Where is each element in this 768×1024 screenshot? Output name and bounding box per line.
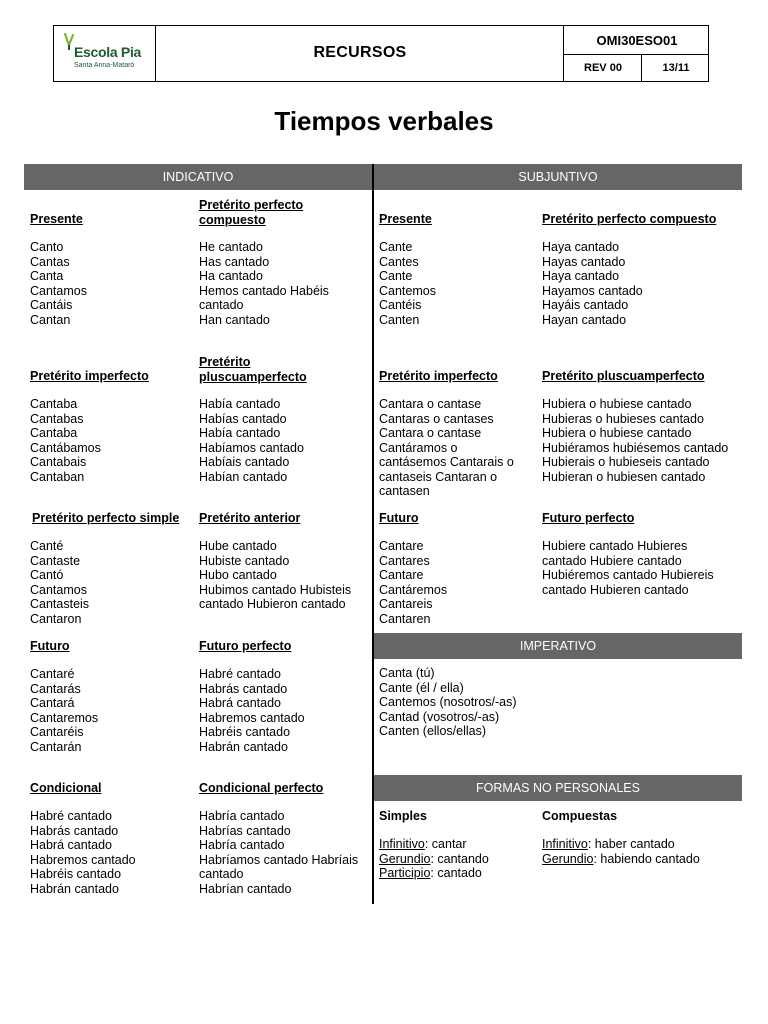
list-item: Hubiste cantado (199, 553, 290, 568)
list-item: Cantamos (30, 283, 87, 298)
logo-name: Escola Pia (74, 44, 142, 60)
list-item: Cantará (30, 696, 75, 710)
list-perfecto-simple (30, 539, 89, 626)
list-item: Hubiera o hubiese cantado (542, 426, 692, 440)
list-item: Cante (379, 269, 413, 283)
document-code: OMI30ESO01 (596, 33, 678, 48)
list-item: Habíais cantado (199, 455, 290, 469)
list-item: Canten (379, 312, 420, 327)
list-item: Cantara o cantase (379, 397, 482, 411)
list-item: Hubimos cantado Hubisteis (199, 582, 352, 597)
heading-pluscuamperfecto (199, 355, 307, 384)
list-anterior (199, 539, 351, 612)
list-item: cantado Hubiere cantado (542, 553, 682, 568)
document-header (53, 25, 709, 82)
list-item (379, 866, 489, 881)
list-item: cantaseis Cantaran o (379, 469, 498, 484)
heading-simples: Simples (379, 809, 427, 823)
heading-line: pluscuamperfecto (199, 369, 307, 384)
list-item: Hubiéramos hubiésemos cantado (542, 440, 729, 455)
page-number: 13/11 (662, 62, 690, 74)
list-item: Habremos cantado (30, 852, 136, 867)
list-item: Habías cantado (199, 411, 287, 426)
list-pluscuamperfecto (199, 397, 304, 484)
value-gerundio: : habiendo cantado (593, 851, 700, 866)
list-subj-perfecto-compuesto (542, 240, 643, 327)
list-item: Habremos cantado (199, 710, 305, 725)
list-item: Habrás cantado (199, 681, 288, 696)
list-item: Hayas cantado (542, 254, 626, 269)
heading-line: compuesto (199, 212, 266, 227)
list-item: Habrán cantado (30, 881, 119, 896)
list-item: Cantáremos (379, 582, 448, 597)
heading-perfecto-simple: Pretérito perfecto simple (32, 511, 180, 525)
list-item: Hubieran o hubiesen cantado (542, 469, 706, 484)
heading-condicional-perfecto: Condicional perfecto (199, 781, 324, 795)
list-item: Hubierais o hubieseis cantado (542, 455, 710, 469)
list-imperativo (379, 666, 517, 739)
list-item: Cantareis (379, 597, 433, 611)
heading-presente: Presente (30, 212, 83, 226)
list-item: Habrían cantado (199, 881, 292, 896)
list-item: He cantado (199, 240, 263, 254)
list-item: Cantara o cantase (379, 426, 482, 440)
list-item: Cante (379, 240, 413, 254)
list-item (542, 852, 700, 867)
heading-futuro-perfecto: Futuro perfecto (199, 639, 292, 653)
list-presente (30, 240, 87, 327)
list-item: Cantaste (30, 553, 81, 568)
value-participio: : cantado (430, 866, 482, 880)
heading-subj-futuro: Futuro (379, 511, 419, 525)
list-item: Ha cantado (199, 269, 263, 283)
list-item: Cantemos (nosotros/-as) (379, 695, 517, 709)
header-title: RECURSOS (313, 44, 407, 61)
list-item: Han cantado (199, 312, 270, 327)
list-item: Cantó (30, 568, 64, 582)
heading-imperfecto: Pretérito imperfecto (30, 369, 149, 383)
label-infinitivo: Infinitivo (379, 837, 425, 851)
list-item: Habríamos cantado Habríais (199, 852, 359, 867)
list-subj-pluscuamperfecto (542, 397, 728, 484)
list-item: Cantare (379, 539, 424, 553)
list-item: Habré cantado (199, 667, 282, 681)
label-gerundio: Gerundio (542, 851, 594, 866)
list-item: Hayamos cantado (542, 283, 643, 298)
list-futuro-perfecto (199, 667, 305, 754)
list-item: Cantamos (30, 582, 87, 597)
list-item: Cantaremos (30, 710, 99, 725)
list-item: Cantaras o cantases (379, 411, 494, 426)
list-item: Habíamos cantado (199, 440, 304, 455)
list-item: Habría cantado (199, 809, 285, 823)
list-item: cantado (199, 867, 244, 881)
list-item: Habría cantado (199, 838, 285, 852)
list-item (542, 837, 700, 852)
list-item: Habré cantado (30, 809, 113, 823)
section-formas-no-personales: FORMAS NO PERSONALES (374, 775, 742, 801)
heading-line: Pretérito perfecto (199, 198, 304, 212)
list-item: Hemos cantado Habéis (199, 283, 329, 298)
list-item: Cantes (379, 254, 419, 269)
heading-condicional: Condicional (30, 781, 102, 795)
list-item: Haya cantado (542, 240, 620, 254)
value-infinitivo: : haber cantado (587, 837, 675, 851)
list-item: Habréis cantado (30, 867, 122, 881)
value-infinitivo: : cantar (424, 837, 467, 851)
list-perfecto-compuesto (199, 240, 329, 327)
list-item: cantado Hubieron cantado (199, 597, 346, 611)
list-item: Hayan cantado (542, 312, 627, 327)
heading-subj-perfecto-compuesto: Pretérito perfecto compuesto (542, 212, 717, 226)
heading-subj-imperfecto: Pretérito imperfecto (379, 369, 498, 383)
list-item: Hubieras o hubieses cantado (542, 411, 704, 426)
list-condicional-perfecto (199, 809, 358, 896)
heading-subj-futuro-perfecto: Futuro perfecto (542, 511, 635, 525)
list-item: Cantan (30, 312, 71, 327)
list-item: Hubo cantado (199, 568, 277, 582)
list-item: Cantares (379, 553, 430, 568)
list-item: cantado (199, 298, 244, 312)
list-item: Has cantado (199, 254, 270, 269)
list-item: Había cantado (199, 397, 281, 411)
list-item: Haya cantado (542, 269, 620, 283)
list-imperfecto (30, 397, 101, 484)
label-gerundio: Gerundio (379, 851, 431, 866)
list-subj-presente (379, 240, 436, 327)
list-item: Hubiera o hubiese cantado (542, 397, 692, 411)
list-item: Cantad (vosotros/-as) (379, 709, 500, 724)
heading-compuestas: Compuestas (542, 809, 618, 823)
list-item: Cantaréis (30, 725, 84, 739)
list-item: Cantabas (30, 411, 84, 426)
list-item: Cantéis (379, 298, 422, 312)
column-divider (372, 164, 374, 904)
list-item: Cantemos (379, 283, 436, 298)
list-item: Canten (ellos/ellas) (379, 724, 486, 738)
list-subj-imperfecto (379, 397, 514, 499)
list-item: Cantaron (30, 611, 82, 626)
list-simples (379, 837, 489, 881)
list-item: cantasen (379, 484, 430, 498)
list-item: Habrán cantado (199, 739, 288, 754)
value-gerundio: : cantando (430, 851, 489, 866)
list-futuro (30, 667, 98, 754)
list-item: Habrás cantado (30, 823, 119, 838)
list-item: Canta (tú) (379, 666, 435, 680)
list-item: Canta (30, 269, 64, 283)
page-title: Tiempos verbales (274, 106, 494, 136)
list-item: Cantasteis (30, 597, 90, 611)
list-item: Cantare (379, 568, 424, 582)
list-item: Habrías cantado (199, 823, 291, 838)
list-item: Canto (30, 240, 64, 254)
list-item: cantásemos Cantarais o (379, 455, 514, 469)
list-item: Cantáramos o (379, 440, 458, 455)
header-divider (563, 54, 708, 55)
heading-anterior: Pretérito anterior (199, 511, 301, 525)
list-item: Hube cantado (199, 539, 277, 553)
list-item: cantado Hubieren cantado (542, 582, 689, 597)
list-condicional (30, 809, 136, 896)
list-item: Cantáis (30, 298, 73, 312)
list-item: Habrá cantado (199, 696, 282, 710)
list-item: Habrá cantado (30, 838, 113, 852)
section-imperativo: IMPERATIVO (374, 633, 742, 659)
heading-subj-pluscuamperfecto: Pretérito pluscuamperfecto (542, 369, 705, 383)
list-item: Cantaba (30, 397, 78, 411)
label-participio: Participio (379, 866, 431, 880)
list-item: Habían cantado (199, 469, 288, 484)
list-item: Canté (30, 539, 64, 553)
list-item: Cantarás (30, 681, 81, 696)
list-item: Cantabais (30, 455, 87, 469)
section-subjuntivo: SUBJUNTIVO (374, 164, 742, 190)
list-item: Había cantado (199, 426, 281, 440)
list-item: Cantaren (379, 611, 431, 626)
list-item (379, 837, 489, 852)
list-item: Cantas (30, 254, 70, 269)
list-item: Cantarán (30, 739, 82, 754)
list-compuestas (542, 837, 700, 866)
list-subj-futuro (379, 539, 447, 626)
list-item: Cantaba (30, 426, 78, 440)
list-item: Cante (él / ella) (379, 680, 464, 695)
list-item: Hayáis cantado (542, 298, 629, 312)
list-item: Cantaban (30, 469, 85, 484)
list-item: Cantábamos (30, 440, 101, 455)
list-item: Hubiéremos cantado Hubiereis (542, 568, 714, 582)
section-indicativo: INDICATIVO (24, 164, 372, 190)
heading-futuro: Futuro (30, 639, 70, 653)
revision: REV 00 (584, 62, 622, 74)
label-infinitivo: Infinitivo (542, 837, 588, 851)
list-item: Hubiere cantado Hubieres (542, 539, 688, 553)
heading-subj-presente: Presente (379, 212, 432, 226)
list-item (379, 852, 489, 867)
heading-perfecto-compuesto (199, 198, 303, 227)
heading-line: Pretérito (199, 355, 251, 369)
list-item: Habréis cantado (199, 725, 291, 739)
list-item: Cantaré (30, 667, 75, 681)
logo-subtitle: Santa Anna-Mataró (74, 62, 135, 69)
list-subj-futuro-perfecto (542, 539, 714, 597)
